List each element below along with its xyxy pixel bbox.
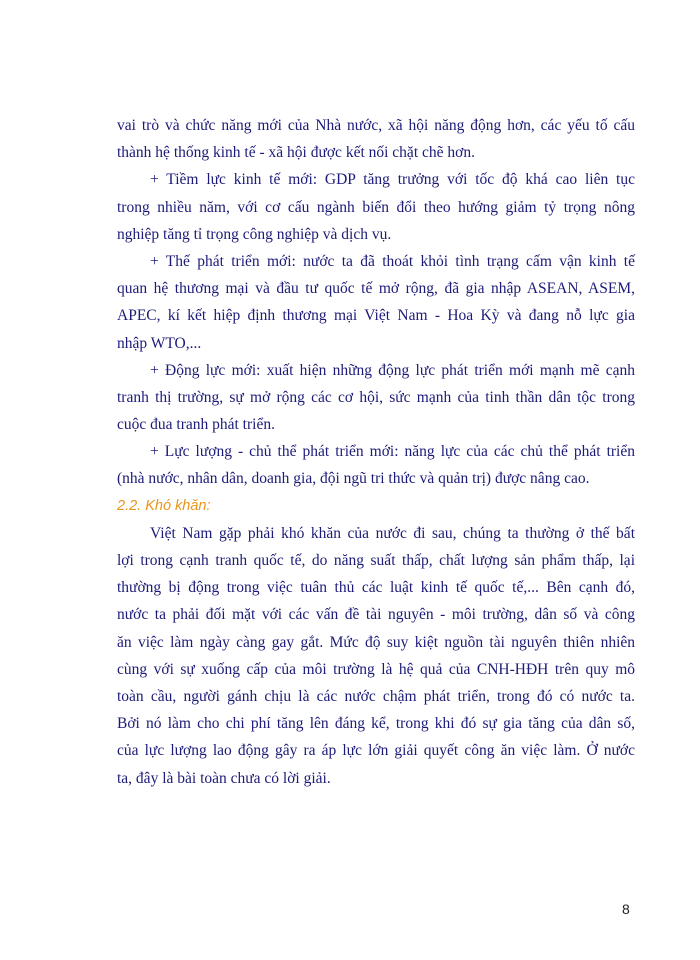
body-line: cùng với sự xuống cấp của môi trường là hệ quả của CNH-HĐH trên quy mô bbox=[117, 660, 635, 678]
bullet-line: + Thế phát triển mới: nước ta đã thoát khỏi tình trạng cấm vận kinh tế bbox=[150, 252, 635, 270]
body-line: thành hệ thống kinh tế - xã hội được kết nối chặt chẽ hơn. bbox=[117, 144, 475, 162]
page-number: 8 bbox=[622, 901, 630, 917]
paragraph-line: Việt Nam gặp phải khó khăn của nước đi sau, chúng ta thường ở thế bất bbox=[150, 524, 635, 542]
bullet-line: + Lực lượng - chủ thể phát triển mới: năng lực của các chủ thể phát triển bbox=[150, 443, 635, 461]
document-body bbox=[117, 112, 635, 792]
body-line: thường bị động trong việc tuân thủ các luật kinh tế quốc tế,... Bên cạnh đó, bbox=[117, 579, 635, 597]
section-heading: 2.2. Khó khăn: bbox=[117, 497, 211, 514]
body-line: nước ta phải đối mặt với các vấn đề tài nguyên - môi trường, dân số và công bbox=[117, 606, 635, 624]
body-line: quan hệ thương mại và đầu tư quốc tế mở rộng, đã gia nhập ASEAN, ASEM, bbox=[117, 280, 635, 298]
body-line: ta, đây là bài toàn chưa có lời giải. bbox=[117, 769, 331, 787]
body-line: ăn việc làm ngày càng gay gắt. Mức độ suy kiệt nguồn tài nguyên thiên nhiên bbox=[117, 633, 635, 651]
body-line: cuộc đua tranh phát triển. bbox=[117, 416, 275, 434]
bullet-line: + Tiềm lực kinh tế mới: GDP tăng trưởng với tốc độ khá cao liên tục bbox=[150, 171, 635, 189]
body-line: Bởi nó làm cho chi phí tăng lên đáng kể, trong khi đó sự gia tăng của dân số, bbox=[117, 715, 635, 733]
body-line: (nhà nước, nhân dân, doanh gia, đội ngũ tri thức và quản trị) được nâng cao. bbox=[117, 470, 590, 488]
body-line: tranh thị trường, sự mở rộng các cơ hội, sức mạnh của tinh thần dân tộc trong bbox=[117, 388, 635, 406]
bullet-line: + Động lực mới: xuất hiện những động lực phát triển mới mạnh mẽ cạnh bbox=[150, 361, 635, 379]
body-line: lợi trong cạnh tranh quốc tế, do năng suất thấp, chất lượng sản phẩm thấp, lại bbox=[117, 552, 635, 569]
body-line: toàn cầu, người gánh chịu là các nước chậm phát triển, trong đó có nước ta. bbox=[117, 687, 635, 705]
body-line: trong nhiều năm, với cơ cấu ngành biến đổi theo hướng giảm tỷ trọng nông bbox=[117, 198, 635, 216]
body-line: vai trò và chức năng mới của Nhà nước, xã hội năng động hơn, các yếu tố cấu bbox=[117, 117, 635, 134]
body-line: nhập WTO,... bbox=[117, 334, 202, 352]
body-line: nghiệp tăng tỉ trọng công nghiệp và dịch vụ. bbox=[117, 225, 392, 243]
body-line: của lực lượng lao động gây ra áp lực lớn giải quyết công ăn việc làm. Ở nước bbox=[117, 742, 635, 760]
body-line: APEC, kí kết hiệp định thương mại Việt Nam - Hoa Kỳ và đang nỗ lực gia bbox=[117, 307, 635, 325]
